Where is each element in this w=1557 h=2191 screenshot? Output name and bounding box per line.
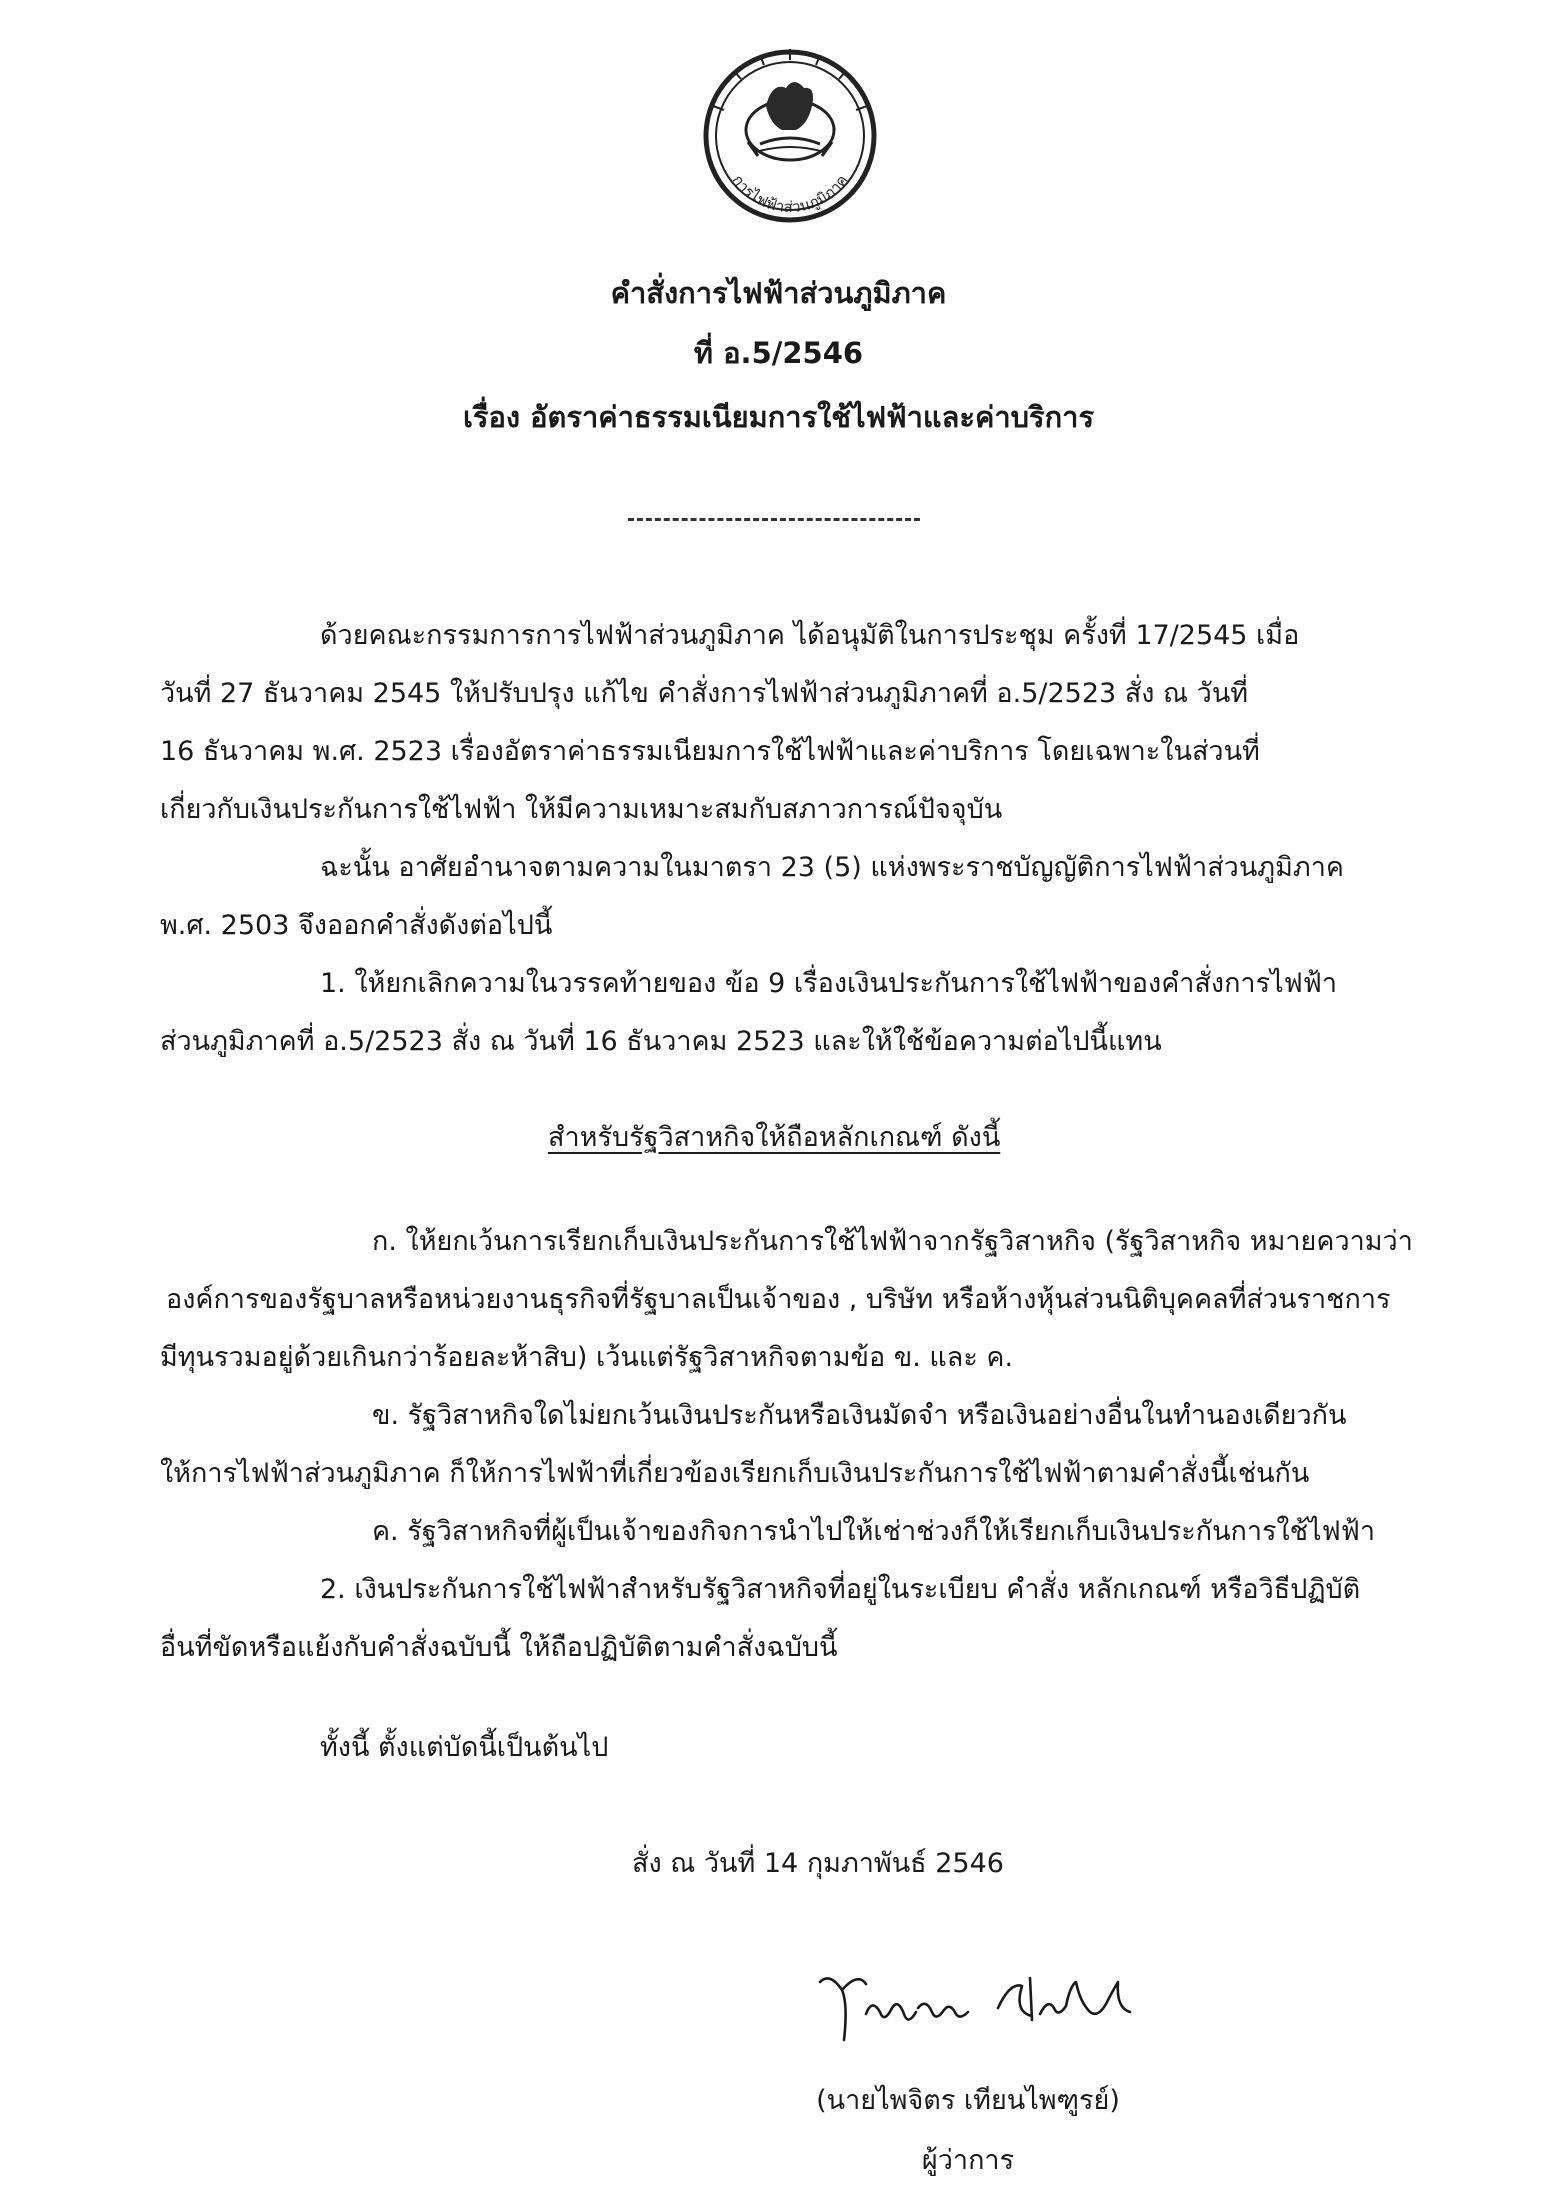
body-line: เกี่ยวกับเงินประกันการใช้ไฟฟ้า ให้มีความเหมาะสมกับสภาวการณ์ปัจจุบัน [160, 794, 1003, 825]
order-title: คำสั่งการไฟฟ้าส่วนภูมิภาค [610, 276, 947, 310]
body-line: ด้วยคณะกรรมการการไฟฟ้าส่วนภูมิภาค ได้อนุมัติในการประชุม ครั้งที่ 17/2545 เมื่อ [320, 620, 1300, 651]
body-line: มีทุนรวมอยู่ด้วยเกินกว่าร้อยละห้าสิบ) เว้นแต่รัฐวิสาหกิจตามข้อ ข. และ ค. [160, 1342, 1014, 1373]
pea-emblem-seal-icon [700, 46, 880, 226]
body-line: องค์การของรัฐบาลหรือหน่วยงานธุรกิจที่รัฐบาลเป็นเจ้าของ , บริษัท หรือห้างหุ้นส่วนนิติบุคคลที่ส่วนราชการ [166, 1284, 1391, 1315]
body-line: พ.ศ. 2503 จึงออกคำสั่งดังต่อไปนี้ [160, 910, 553, 941]
header-divider [628, 518, 920, 521]
order-number: ที่ อ.5/2546 [693, 336, 864, 370]
order-subject: เรื่อง อัตราค่าธรรมเนียมการใช้ไฟฟ้าและค่าบริการ [462, 400, 1095, 434]
body-line: อื่นที่ขัดหรือแย้งกับคำสั่งฉบับนี้ ให้ถือปฏิบัติตามคำสั่งฉบับนี้ [160, 1632, 838, 1663]
body-line: ก. ให้ยกเว้นการเรียกเก็บเงินประกันการใช้ไฟฟ้าจากรัฐวิสาหกิจ (รัฐวิสาหกิจ หมายความว่า [372, 1226, 1413, 1257]
body-line: ส่วนภูมิภาคที่ อ.5/2523 สั่ง ณ วันที่ 16 ธันวาคม 2523 และให้ใช้ข้อความต่อไปนี้แทน [160, 1026, 1162, 1057]
dateline: สั่ง ณ วันที่ 14 กุมภาพันธ์ 2546 [632, 1848, 1004, 1879]
signatory-name: (นายไพจิตร เทียนไพฑูรย์) [816, 2085, 1120, 2116]
body-line: วันที่ 27 ธันวาคม 2545 ให้ปรับปรุง แก้ไข คำสั่งการไฟฟ้าส่วนภูมิภาคที่ อ.5/2523 สั่ง ณ วันที่ [160, 678, 1249, 709]
body-line: ค. รัฐวิสาหกิจที่ผู้เป็นเจ้าของกิจการนำไปให้เช่าช่วงก็ให้เรียกเก็บเงินประกันการใช้ไฟฟ้า [372, 1516, 1376, 1547]
body-line: 2. เงินประกันการใช้ไฟฟ้าสำหรับรัฐวิสาหกิจที่อยู่ในระเบียบ คำสั่ง หลักเกณฑ์ หรือวิธีปฏิบัติ [320, 1574, 1361, 1605]
seal-text: การไฟฟ้าส่วนภูมิภาค [728, 171, 852, 217]
body-line: ฉะนั้น อาศัยอำนาจตามความในมาตรา 23 (5) แห่งพระราชบัญญัติการไฟฟ้าส่วนภูมิภาค [320, 852, 1344, 883]
effective-clause: ทั้งนี้ ตั้งแต่บัดนี้เป็นต้นไป [320, 1732, 609, 1763]
body-line: 16 ธันวาคม พ.ศ. 2523 เรื่องอัตราค่าธรรมเนียมการใช้ไฟฟ้าและค่าบริการ โดยเฉพาะในส่วนที่ [160, 736, 1260, 767]
body-line: 1. ให้ยกเลิกความในวรรคท้ายของ ข้อ 9 เรื่องเงินประกันการใช้ไฟฟ้าของคำสั่งการไฟฟ้า [320, 968, 1338, 999]
body-line: ให้การไฟฟ้าส่วนภูมิภาค ก็ให้การไฟฟ้าที่เกี่ยวข้องเรียกเก็บเงินประกันการใช้ไฟฟ้าตามคำสั่งนี้เช่นกัน [160, 1458, 1310, 1489]
section-heading: สำหรับรัฐวิสาหกิจให้ถือหลักเกณฑ์ ดังนี้ [548, 1122, 1001, 1153]
body-line: ข. รัฐวิสาหกิจใดไม่ยกเว้นเงินประกันหรือเงินมัดจำ หรือเงินอย่างอื่นในทำนองเดียวกัน [372, 1400, 1347, 1431]
handwritten-signature-icon [800, 1942, 1170, 2082]
signatory-title: ผู้ว่าการ [921, 2145, 1015, 2176]
